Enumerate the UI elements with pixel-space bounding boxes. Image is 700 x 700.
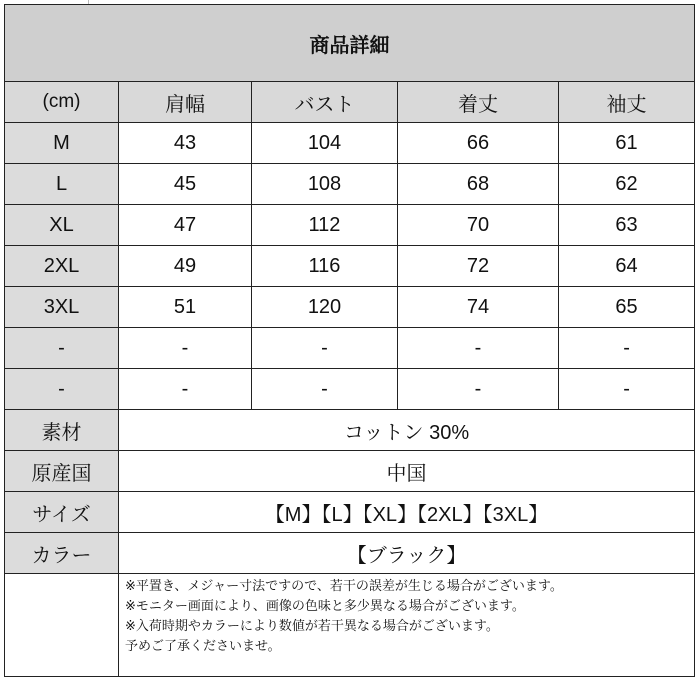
origin-value: 中国 bbox=[119, 451, 695, 492]
cell-shoulder: - bbox=[119, 328, 252, 369]
cell-length: - bbox=[398, 369, 559, 410]
note-line: ※モニター画面により、画像の色味と多少異なる場合がございます。 bbox=[125, 598, 525, 613]
spec-frame bbox=[4, 4, 694, 694]
cell-sleeve: - bbox=[559, 369, 695, 410]
table-row bbox=[5, 287, 695, 328]
cell-sleeve: 65 bbox=[559, 287, 695, 328]
material-label: 素材 bbox=[5, 410, 119, 451]
size-label: M bbox=[5, 123, 119, 164]
table-row bbox=[5, 123, 695, 164]
size-options-label: サイズ bbox=[5, 492, 119, 533]
size-label: 2XL bbox=[5, 246, 119, 287]
size-label: L bbox=[5, 164, 119, 205]
material-value: コットン 30% bbox=[119, 410, 695, 451]
cell-bust: 104 bbox=[252, 123, 398, 164]
unit-label: (cm) bbox=[5, 82, 119, 123]
cell-bust: 116 bbox=[252, 246, 398, 287]
cell-length: - bbox=[398, 328, 559, 369]
cell-length: 70 bbox=[398, 205, 559, 246]
column-header-length: 着丈 bbox=[398, 82, 559, 123]
note-line: ※平置き、メジャー寸法ですので、若干の誤差が生じる場合がございます。 bbox=[125, 578, 563, 593]
table-row bbox=[5, 369, 695, 410]
note-line: ※入荷時期やカラーにより数値が若干異なる場合がございます。 bbox=[125, 618, 499, 633]
cell-shoulder: 43 bbox=[119, 123, 252, 164]
color-value: 【ブラック】 bbox=[119, 533, 695, 574]
color-label: カラー bbox=[5, 533, 119, 574]
cell-shoulder: 49 bbox=[119, 246, 252, 287]
table-row bbox=[5, 328, 695, 369]
cell-sleeve: 64 bbox=[559, 246, 695, 287]
notes-row bbox=[5, 574, 695, 677]
cell-shoulder: - bbox=[119, 369, 252, 410]
size-spec-table bbox=[4, 4, 695, 677]
header-row bbox=[5, 82, 695, 123]
cell-bust: 120 bbox=[252, 287, 398, 328]
material-row bbox=[5, 410, 695, 451]
notes-label-empty bbox=[5, 574, 119, 677]
cell-sleeve: 62 bbox=[559, 164, 695, 205]
cell-length: 74 bbox=[398, 287, 559, 328]
size-label: - bbox=[5, 369, 119, 410]
cell-length: 72 bbox=[398, 246, 559, 287]
notes-cell bbox=[119, 574, 695, 677]
column-header-sleeve: 袖丈 bbox=[559, 82, 695, 123]
cell-bust: 112 bbox=[252, 205, 398, 246]
size-label: 3XL bbox=[5, 287, 119, 328]
table-row bbox=[5, 164, 695, 205]
table-row bbox=[5, 246, 695, 287]
note-line: 予めご了承くださいませ。 bbox=[125, 638, 281, 653]
size-label: - bbox=[5, 328, 119, 369]
size-options-value: 【M】【L】【XL】【2XL】【3XL】 bbox=[119, 492, 695, 533]
table-row bbox=[5, 205, 695, 246]
cell-bust: - bbox=[252, 369, 398, 410]
column-header-shoulder: 肩幅 bbox=[119, 82, 252, 123]
cell-bust: 108 bbox=[252, 164, 398, 205]
table-title: 商品詳細 bbox=[5, 5, 695, 82]
cell-sleeve: 63 bbox=[559, 205, 695, 246]
size-options-row bbox=[5, 492, 695, 533]
origin-row bbox=[5, 451, 695, 492]
cell-sleeve: - bbox=[559, 328, 695, 369]
cell-sleeve: 61 bbox=[559, 123, 695, 164]
cell-length: 66 bbox=[398, 123, 559, 164]
column-header-bust: バスト bbox=[252, 82, 398, 123]
cell-bust: - bbox=[252, 328, 398, 369]
size-label: XL bbox=[5, 205, 119, 246]
cell-shoulder: 51 bbox=[119, 287, 252, 328]
color-row bbox=[5, 533, 695, 574]
cell-length: 68 bbox=[398, 164, 559, 205]
origin-label: 原産国 bbox=[5, 451, 119, 492]
cell-shoulder: 45 bbox=[119, 164, 252, 205]
cell-shoulder: 47 bbox=[119, 205, 252, 246]
